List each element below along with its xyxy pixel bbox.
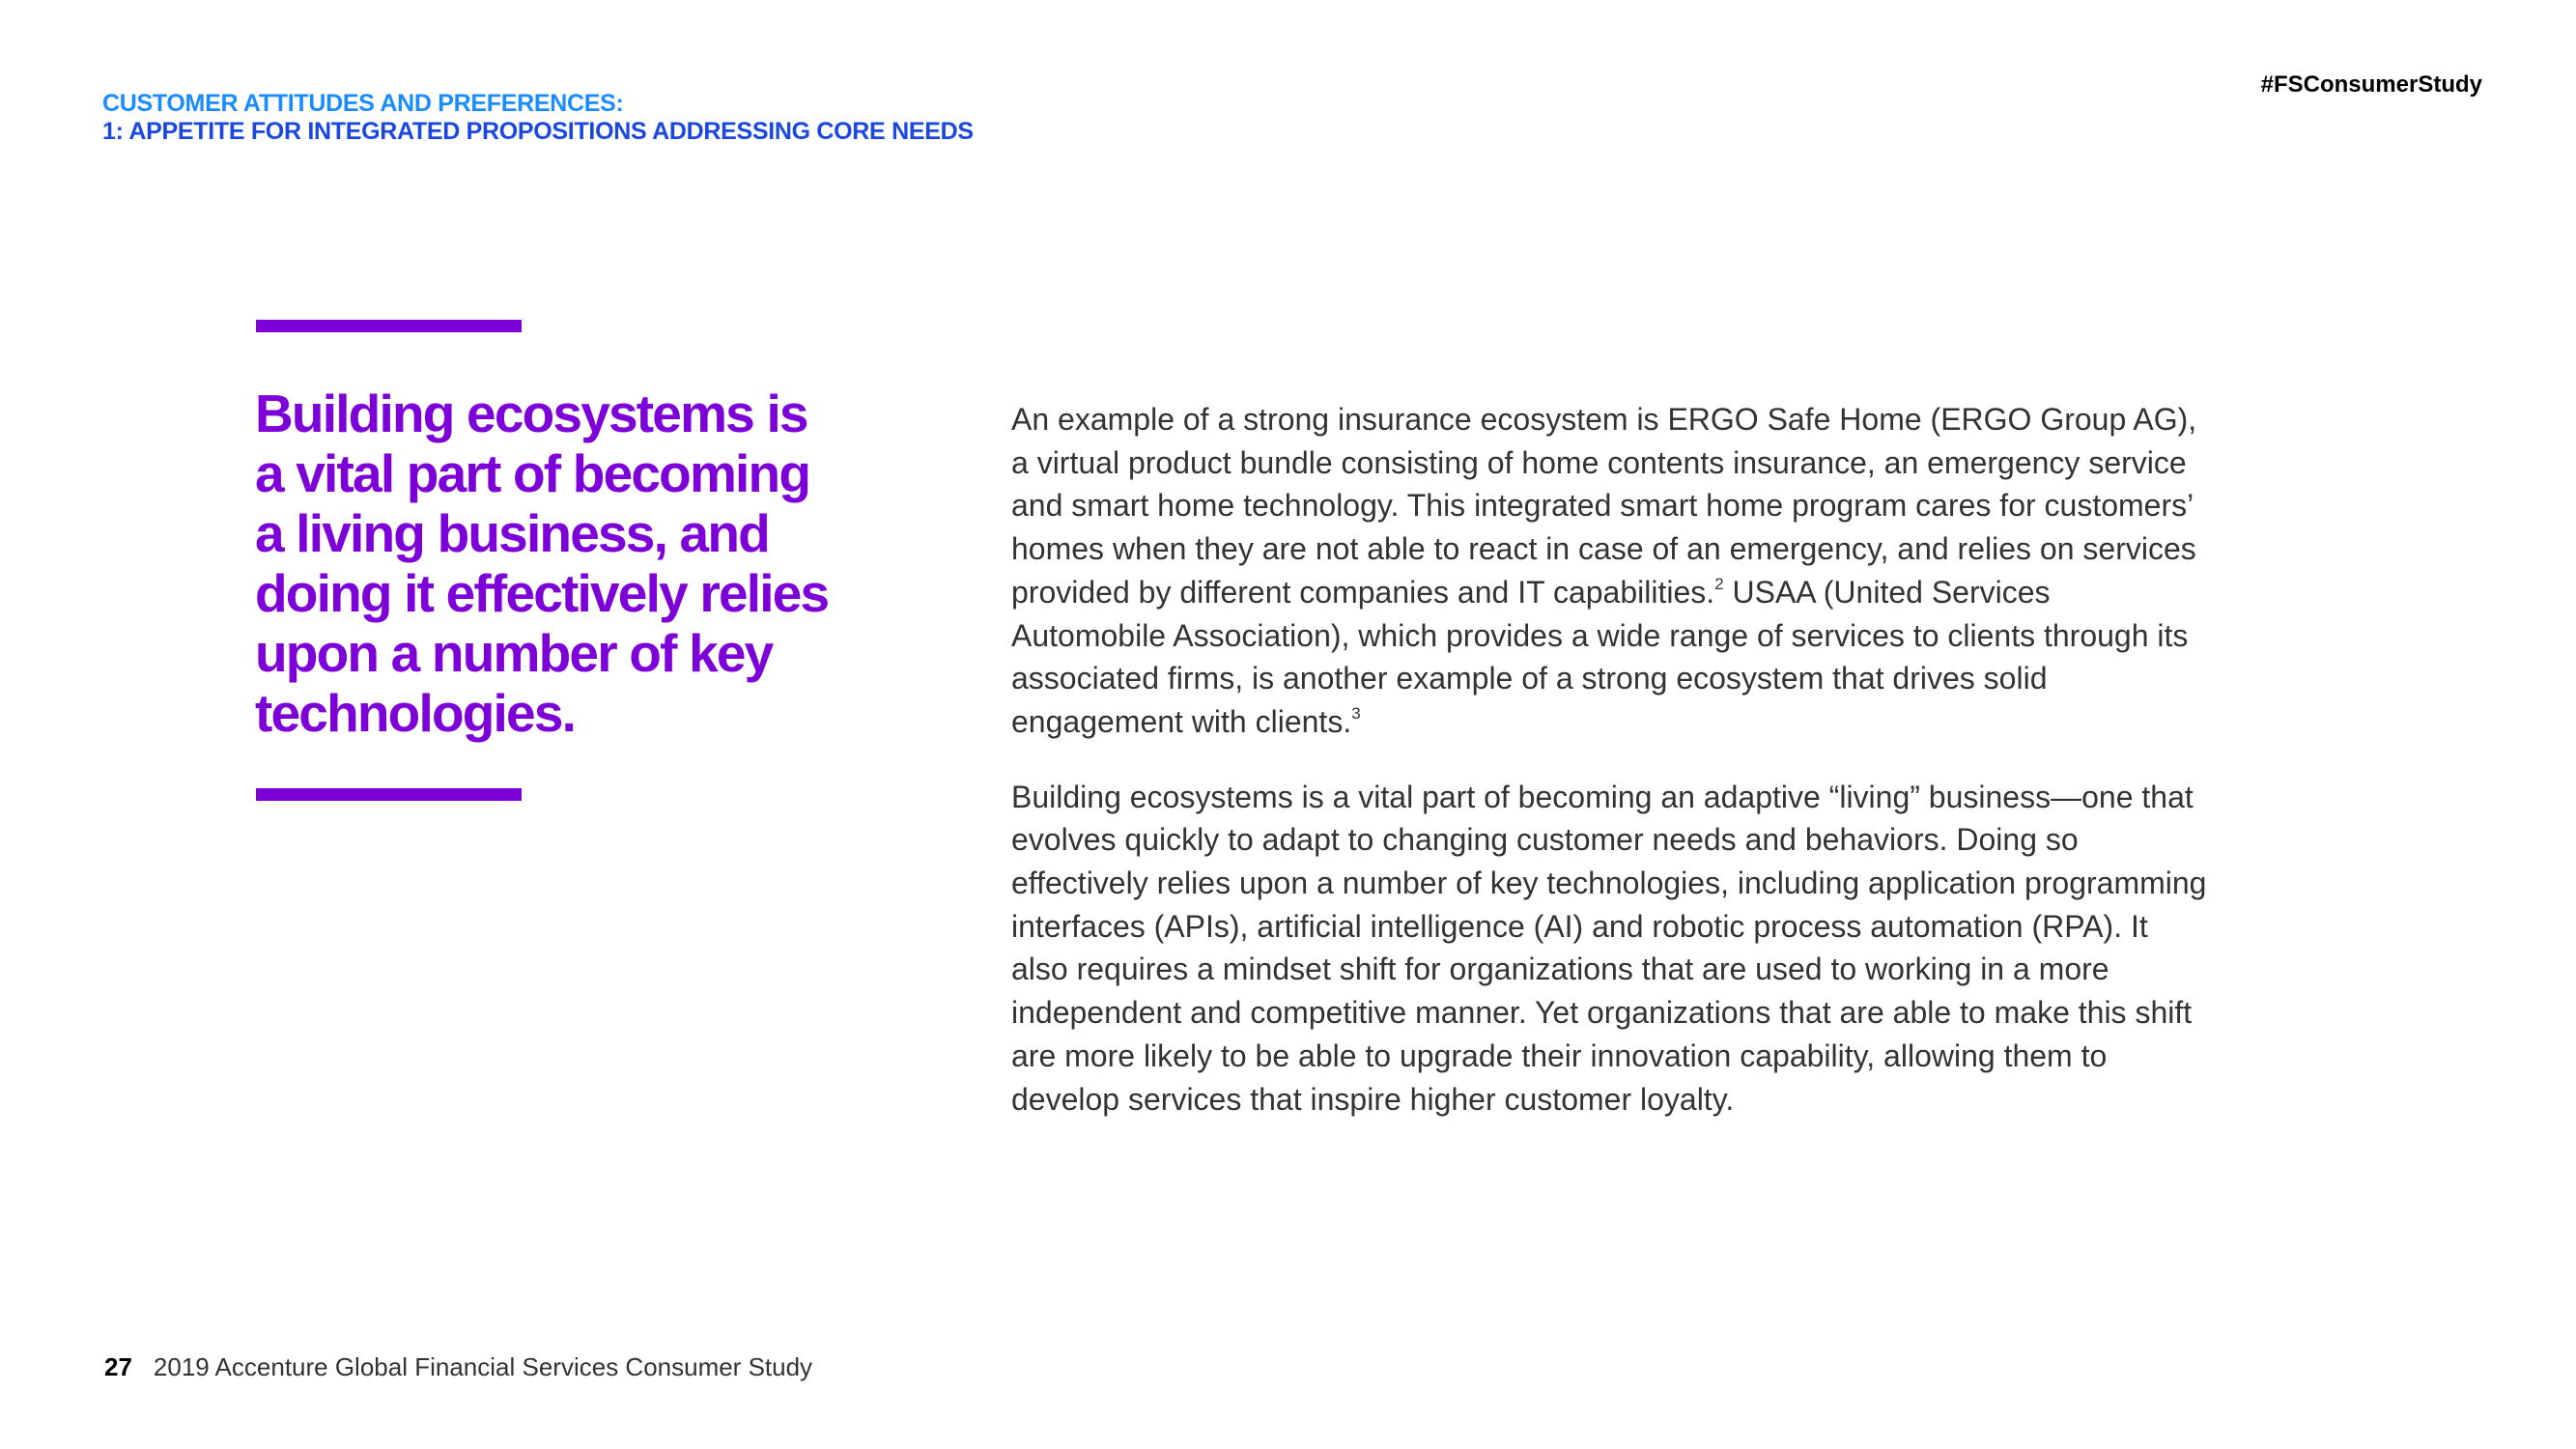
hashtag: #FSConsumerStudy — [2260, 71, 2482, 98]
paragraph-1-text-b: USAA (United Services Automobile Association), which provides a wide range of services to clients through its associated firms, is another example of a strong ecosystem that drives solid engagement with clients. — [1011, 574, 2189, 739]
pull-quote-line: upon a number of key — [255, 623, 773, 683]
page-number: 27 — [104, 1352, 132, 1381]
section-header — [102, 90, 974, 146]
body-text — [1011, 398, 2209, 1152]
footer — [104, 1352, 812, 1382]
accent-bar-bottom — [256, 788, 522, 801]
pull-quote-line: doing it effectively relies — [255, 563, 829, 623]
pull-quote-line: technologies. — [255, 683, 576, 743]
section-title: CUSTOMER ATTITUDES AND PREFERENCES: — [102, 90, 624, 117]
footnote-ref-2: 2 — [1714, 574, 1724, 593]
section-subtitle: 1: APPETITE FOR INTEGRATED PROPOSITIONS ADDRESSING CORE NEEDS — [102, 118, 974, 145]
pull-quote — [255, 384, 950, 743]
body-paragraph-1 — [1011, 398, 2209, 744]
pull-quote-line: a vital part of becoming — [255, 443, 810, 503]
publication-title: 2019 Accenture Global Financial Services Consumer Study — [153, 1352, 813, 1381]
body-paragraph-2: Building ecosystems is a vital part of becoming an adaptive “living” business—one that evolves quickly to adapt to changing customer needs and behaviors. Doing so effectively relies upon a number of key technologies, including application programming interfaces (APIs), artificial intelligence (AI) and robotic process automation (RPA). It also requires a mindset shift for organizations that are used to working in a more independent and competitive manner. Yet organizations that are able to make this shift are more likely to be able to upgrade their innovation capability, allowing them to develop services that inspire higher customer loyalty. — [1011, 779, 2207, 1117]
paragraph-1-text-a: An example of a strong insurance ecosystem is ERGO Safe Home (ERGO Group AG), a virtual product bundle consisting of home contents insurance, an emergency service and smart home technology. This integrated smart home program cares for customers’ homes when they are not able to react in case of an emergency, and relies on services provided by different companies and IT capabilities. — [1011, 402, 2197, 610]
footnote-ref-3: 3 — [1351, 703, 1361, 723]
accent-bar-top — [256, 320, 522, 332]
pull-quote-line: a living business, and — [255, 503, 769, 563]
pull-quote-line: Building ecosystems is — [255, 384, 807, 443]
